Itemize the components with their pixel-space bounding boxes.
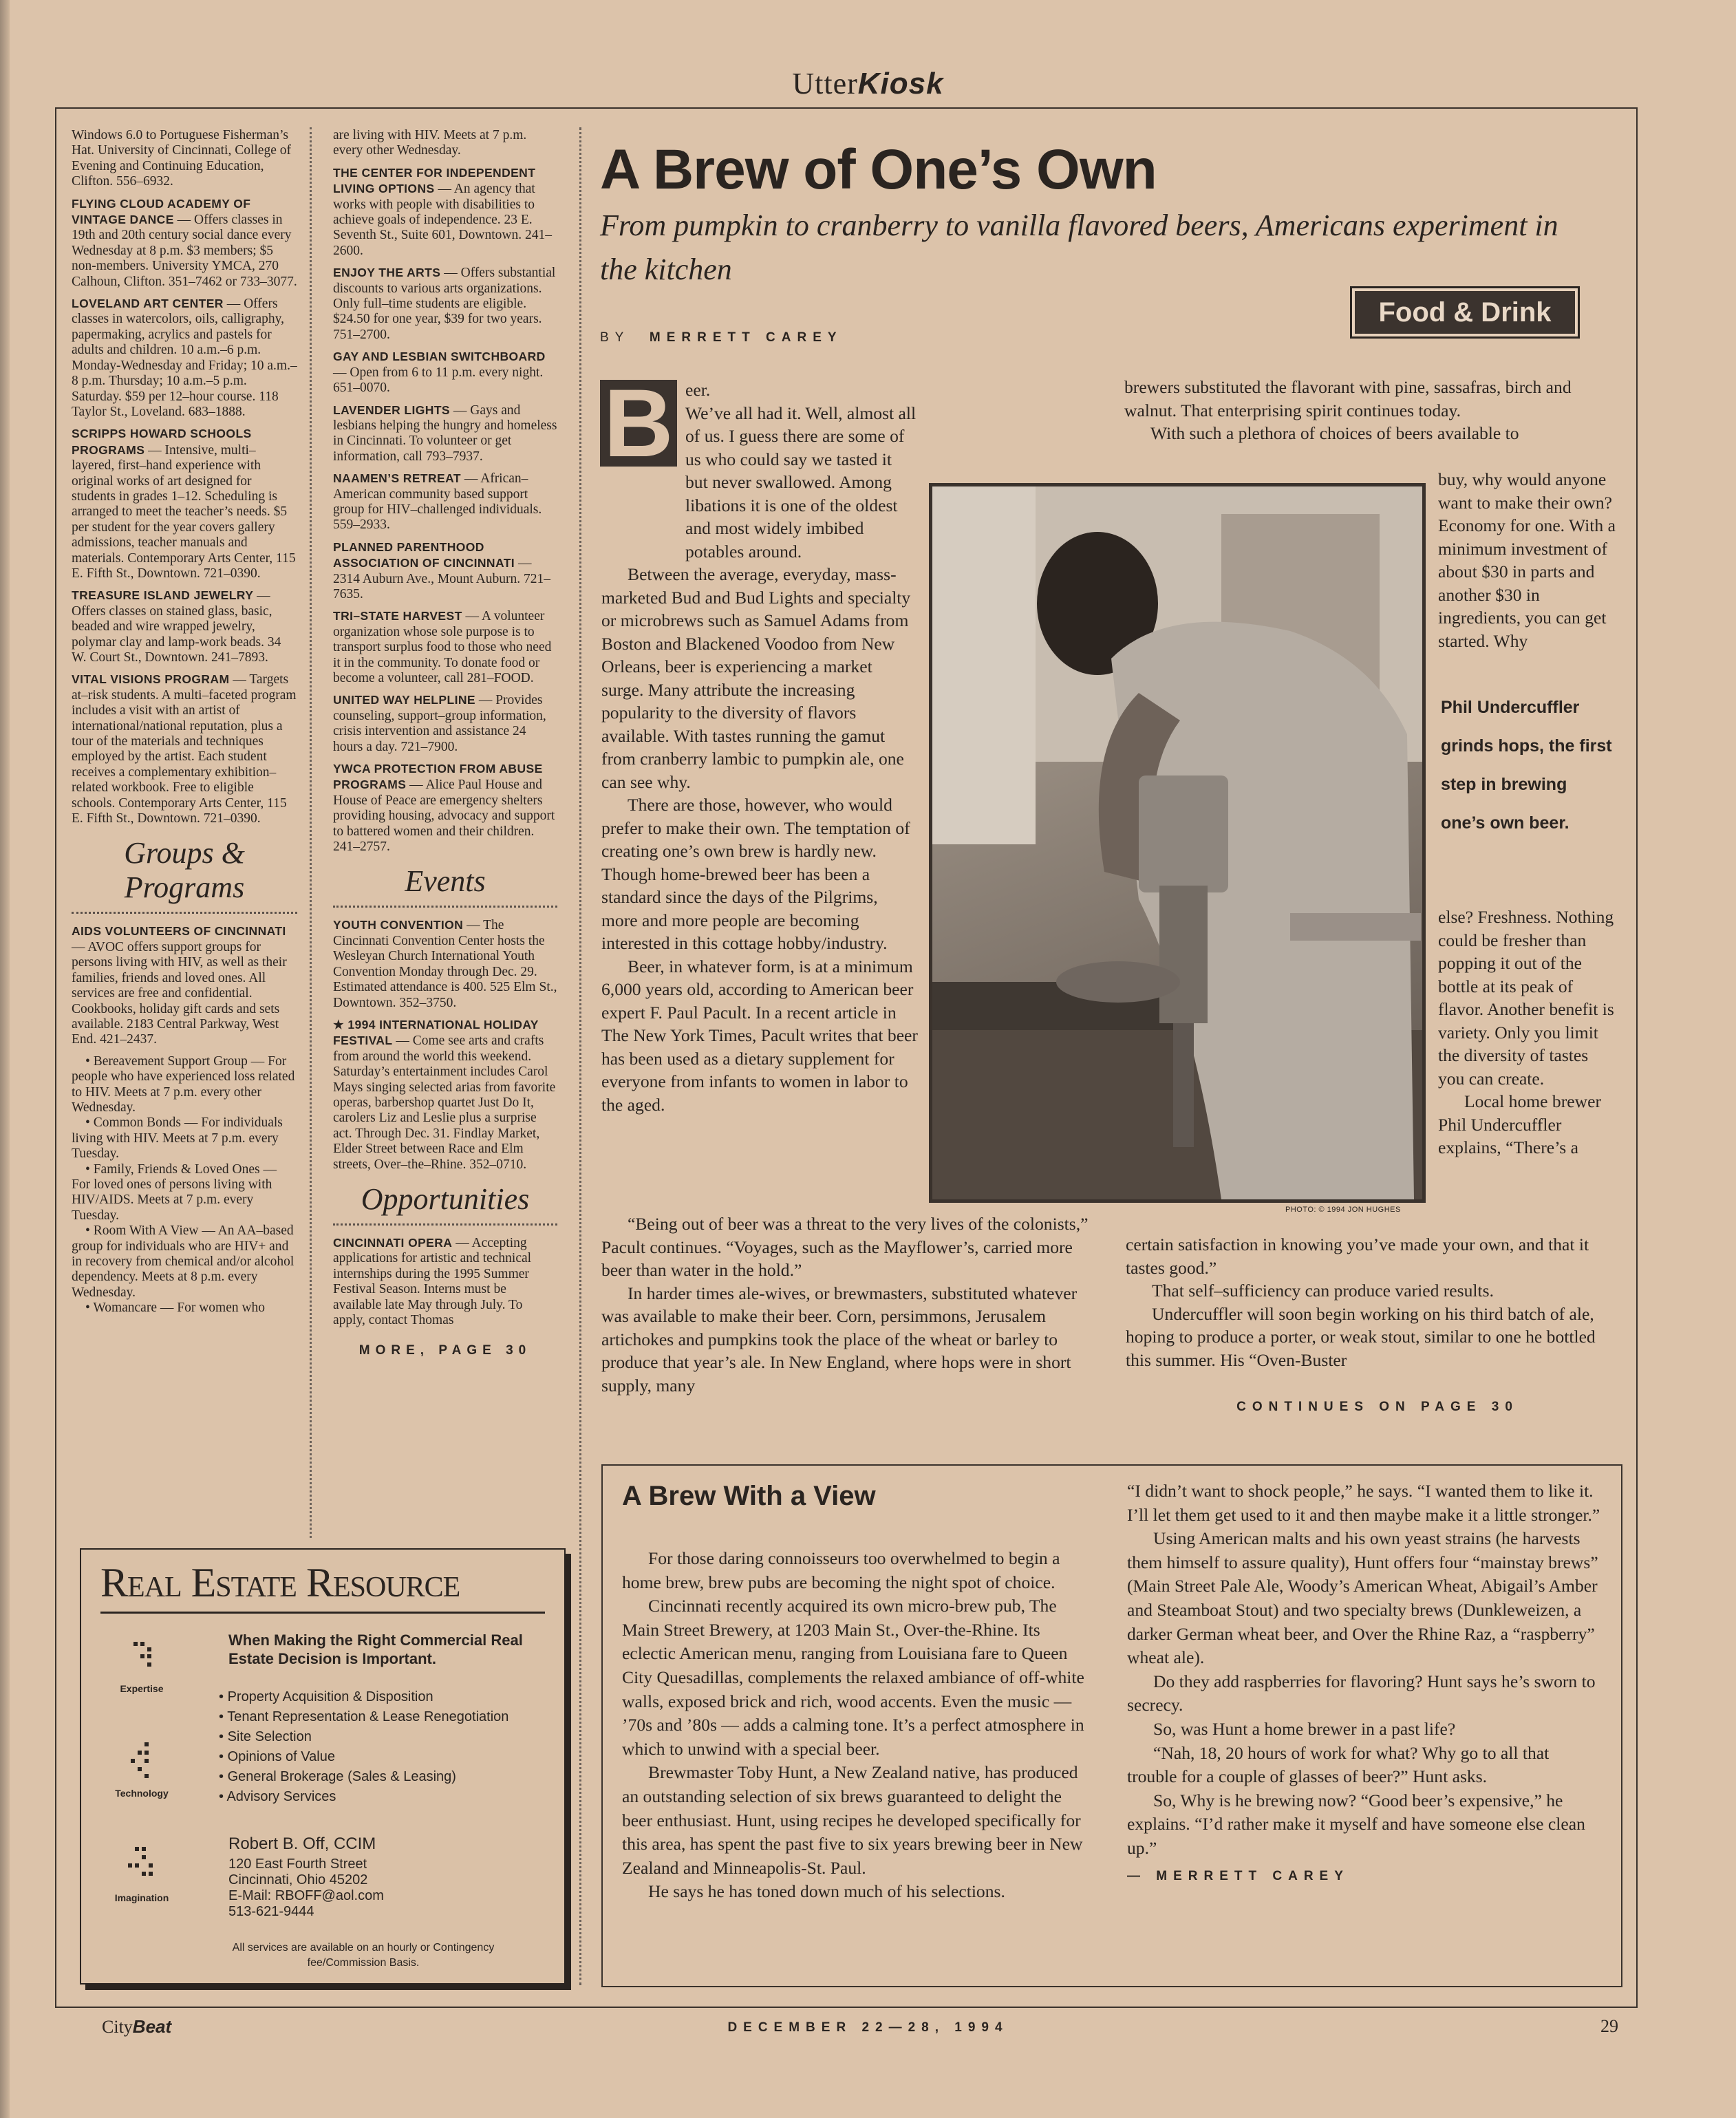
photo-credit: PHOTO: © 1994 JON HUGHES (1285, 1206, 1401, 1214)
ad-footnote: All services are available on an hourly or Contingency fee/Commission Basis. (232, 1942, 495, 1969)
brewer-photo-illustration (932, 486, 1422, 1199)
article-paragraph: Do they add raspberries for flavoring? Hunt says he’s sworn to secrecy. (1127, 1671, 1596, 1715)
listing-details: — Alice Paul House and House of Peace are emergency shelters providing housing, advocacy and support to battered women and their children. 241–2757. (333, 778, 555, 855)
listing-details: — Accepting applications for artistic and technical internships during the 1995 Summer Festival Season. Interns must be available late May through July. To apply, contact Thomas (333, 1235, 532, 1327)
sidebar-box (601, 1464, 1622, 1987)
expertise-icon (128, 1638, 156, 1679)
listings-column-1 (72, 128, 297, 1316)
ad-service-item: • Advisory Services (219, 1787, 535, 1807)
column-divider (579, 127, 581, 1985)
byline-name: MERRETT CAREY (649, 330, 843, 345)
technology-icon (128, 1742, 156, 1784)
sidebar-title: A Brew With a View (622, 1481, 876, 1511)
listing-bullet: • Bereavement Support Group — For people who have experienced loss related to HIV. Meets at 7 p.m. every other Wednesday. (72, 1053, 295, 1115)
listing-details: — A volunteer organization whose sole purpose is to transport surplus food to those who need it in the community. To donate food or become a volunteer, call 281–FOOD. (333, 609, 552, 685)
ad-icon-column (100, 1625, 183, 1903)
sidebar-signoff: — MERRETT CAREY (1127, 1868, 1349, 1883)
listing-details: — Offers classes in 19th and 20th century social dance every Wednesday at 8 p.m. $3 members; $5 non-members. University YMCA, 270 Calhoun, Clifton. 351–7462 or 733–3077. (72, 213, 297, 289)
article-paragraph: Cincinnati recently acquired its own micro-brew pub, The Main Street Brewery, at 1203 Main St., Over-the-Rhine. Its eclectic American menu, ranging from Louisiana fare to Queen City Quesadillas, complements the relaxed ambiance of off-white walls, exposed brick and rich, wood accents. Even the music — ’70s and ’80s — adds a calming tone. It’s a perfect atmosphere in which to unwind with a special beer. (622, 1596, 1084, 1759)
article-paragraph: We’ve all had it. Well, almost all of us. I guess there are some of us who could say we tasted it but never swallowed. Among libations it is one of the oldest and most widely imbibed potables around. (685, 403, 917, 561)
article-paragraph: Local home brewer Phil Undercuffler explains, “There’s a (1438, 1091, 1601, 1157)
article-paragraph: Between the average, everyday, mass-marketed Bud and Bud Lights and specialty or microbrews such as Samuel Adams from Boston and Blackened Voodoo from New Orleans, beer is experiencing a market surge. Many attribute the increasing popularity to the diversity of flavors available. With tastes running the gamut from cranberry lambic to pumpkin ale, one can see why. (601, 564, 911, 792)
listing-entry (333, 471, 557, 533)
section-badge-label: Food & Drink (1355, 291, 1575, 334)
listing-entry (333, 539, 557, 603)
ad-icon-label: Imagination (114, 1892, 169, 1903)
listing-details: — Offers classes on stained glass, basic, beaded and wire wrapped jewelry, polymar clay and lamp-work beads. 34 W. Court St., Downtown. 241–7893. (72, 588, 281, 665)
listings-column-2 (333, 128, 557, 1359)
listing-entry (72, 588, 297, 665)
listing-details: — Offers classes in watercolors, oils, calligraphy, papermaking, acrylics and pastels for adults and children. 10 a.m.–6 p.m. Monday-Wednesday and Friday; 10 a.m.–8 p.m. Thursday; 10 a.m.–5 p.m. Saturday. $59 per 12–hour course. 118 Taylor St., Loveland. 683–1888. (72, 297, 297, 419)
ad-email: E-Mail: RBOFF@aol.com (228, 1888, 384, 1903)
listing-entry (72, 196, 297, 290)
listing-entry (72, 672, 297, 826)
section-heading-groups: Groups & Programs (124, 836, 245, 905)
article-column-a (601, 369, 918, 1116)
article-column-a-bottom (601, 1212, 1097, 1397)
footer-date: DECEMBER 22—28, 1994 (727, 2020, 1009, 2035)
article-paragraph: Brewmaster Toby Hunt, a New Zealand native, has produced an outstanding selection of six brews guaranteed to delight the beer enthusiast. Hunt, using recipes he developed specifically for this area, has spent the past five to six years brewing beer in New Zealand and Minneapolis-St. Paul. (622, 1762, 1083, 1878)
listing-details: — The Cincinnati Convention Center hosts the Wesleyan Church International Youth Convention Monday through Dec. 29. Estimated attendance is 400. 525 Elm St., Downtown. 352–3750. (333, 918, 557, 1010)
article-column-b-bottom (1126, 1233, 1621, 1371)
article-paragraph: eer. (685, 380, 711, 400)
dotted-rule (333, 1223, 557, 1226)
listing-entry (72, 426, 297, 581)
listing-entry (333, 692, 557, 755)
listing-details: — Come see arts and crafts from around the world this weekend. Saturday’s entertainment includes Carol Mays singing selected arias from favorite operas, barbershop quartet Just Do It, carolers Liz and Leslie plus a surprise act. Through Dec. 31. Findlay Market, Elder Street between Race and Elm streets, Over–the–Rhine. 352–0710. (333, 1034, 556, 1172)
listing-bullet: • Room With A View — An AA–based group for individuals who are HIV+ and in recovery from chemical and/or alcohol dependency. Meets at 8 p.m. every Wednesday. (72, 1223, 294, 1300)
listing-name: TRI–STATE HARVEST (333, 609, 462, 623)
ad-address-line: Cincinnati, Ohio 45202 (228, 1872, 368, 1887)
listing-entry (333, 608, 557, 686)
listing-name: SCRIPPS HOWARD SCHOOLS PROGRAMS (72, 427, 252, 457)
real-estate-ad (80, 1548, 566, 1985)
article-paragraph: So, Why is he brewing now? “Good beer’s expensive,” he explains. “I’d rather make it myself and have someone else clean up.” (1127, 1790, 1585, 1858)
listing-name: GAY AND LESBIAN SWITCHBOARD (333, 350, 546, 364)
footer-logo-city: City (102, 2017, 133, 2037)
listing-details: — 2314 Auburn Ave., Mount Auburn. 721–7635. (333, 556, 550, 601)
page-number: 29 (1600, 2016, 1618, 2036)
listing-name: YOUTH CONVENTION (333, 918, 464, 932)
listing-name: YWCA PROTECTION FROM ABUSE PROGRAMS (333, 762, 543, 792)
article-paragraph: There are those, however, who would prefer to make their own. The temptation of creating one’s own brew is hardly new. Though home-brewed beer has been a standard since the days of the Pilgrims, more and more people are becoming interested in this cottage hobby/industry. (601, 795, 910, 953)
article-photo (929, 483, 1426, 1203)
listing-entry (333, 349, 557, 396)
listing-entry (333, 265, 557, 343)
listing-name: ★ 1994 INTERNATIONAL HOLIDAY FESTIVAL (333, 1017, 539, 1048)
listing-name: TREASURE ISLAND JEWELRY (72, 588, 254, 603)
dotted-rule (72, 912, 297, 914)
listing-name: LOVELAND ART CENTER (72, 297, 224, 311)
listing-details: — AVOC offers support groups for persons living with HIV, as well as their families, friends and loved ones. All services are free and confidential. Cookbooks, holiday gift cards and sets available. 2183 Central Parkway, West End. 421–2437. (72, 939, 287, 1047)
ad-services-list (219, 1687, 535, 1807)
article-paragraph: certain satisfaction in knowing you’ve made your own, and that it tastes good.” (1126, 1234, 1589, 1278)
article-title: A Brew of One’s Own (600, 138, 1157, 201)
sidebar-column-left (622, 1547, 1090, 1904)
listing-bullet: • Family, Friends & Loved Ones — For loved ones of persons living with HIV/AIDS. Meets at 7 p.m. every Tuesday. (72, 1162, 277, 1223)
section-badge (1350, 286, 1580, 339)
ad-icon-label: Technology (115, 1788, 169, 1799)
byline-prefix: BY (600, 330, 630, 345)
article-paragraph: Beer, in whatever form, is at a minimum 6,000 years old, according to American beer expert F. Paul Pacult. In a recent article in The New York Times, Pacult writes that beer has been used as a dietary supplement for everyone from infants to women in labor to the aged. (601, 956, 918, 1115)
listing-name: PLANNED PARENTHOOD ASSOCIATION OF CINCINNATI (333, 539, 515, 570)
ad-rule (100, 1612, 545, 1614)
listing-name: VITAL VISIONS PROGRAM (72, 672, 230, 687)
ad-address (228, 1857, 384, 1920)
continues-note: CONTINUES ON PAGE 30 (1236, 1400, 1519, 1414)
listing-bullet: • Common Bonds — For individuals living with HIV. Meets at 7 p.m. every Tuesday. (72, 1115, 283, 1162)
listing-details: — Provides counseling, support–group information, crisis intervention and assistance 24 hours a day. 721–7900. (333, 693, 546, 754)
article-column-b (1124, 376, 1620, 445)
listing-continued: are living with HIV. Meets at 7 p.m. every other Wednesday. (333, 128, 527, 158)
article-paragraph: “Being out of beer was a threat to the very lives of the colonists,” Pacult continues. “Voyages, such as the Mayflower’s, carried more beer than water in the hold.” (601, 1214, 1089, 1280)
sidebar-column-right (1127, 1479, 1602, 1888)
listing-entry (333, 403, 557, 465)
article-paragraph: “Nah, 18, 20 hours of work for what? Why go to all that trouble for a couple of glasses of beer?” Hunt asks. (1127, 1742, 1550, 1787)
listing-entry (72, 296, 297, 420)
listing-entry (333, 1235, 557, 1328)
more-link: MORE, PAGE 30 (358, 1343, 532, 1358)
ad-contact-name: Robert B. Off, CCIM (228, 1834, 376, 1853)
column-divider (310, 127, 312, 1538)
listing-name: THE CENTER FOR INDEPENDENT LIVING OPTIONS (333, 165, 536, 196)
listing-details: — Gays and lesbians helping the hungry and homeless in Cincinnati. To volunteer or get information, call 793–7937. (333, 403, 557, 464)
listing-name: FLYING CLOUD ACADEMY OF VINTAGE DANCE (72, 196, 251, 227)
listing-details: — An agency that works with people with disabilities to achieve goals of independence. 23 E. Seventh St., Suite 601, Downtown. 241–2600. (333, 182, 552, 258)
listing-name: LAVENDER LIGHTS (333, 403, 450, 417)
ad-service-item: • Tenant Representation & Lease Renegotiation (219, 1707, 535, 1727)
ad-service-item: • Site Selection (219, 1727, 535, 1747)
ad-service-item: • Property Acquisition & Disposition (219, 1687, 535, 1707)
listing-details: — Intensive, multi–layered, first–hand experience with original works of art designed for students in grades 1–12. Scheduling is arranged to meet the teacher’s needs. $5 per student for the year covers gallery admissions, teacher manuals and materials. Contemporary Arts Center, 115 E. Fifth St., Downtown. 721–0390. (72, 442, 296, 581)
ad-icon-label: Expertise (120, 1683, 164, 1694)
article-paragraph: For those daring connoisseurs too overwhelmed to begin a home brew, brew pubs are becoming the night spot of choice. (622, 1548, 1060, 1592)
article-paragraph: With such a plethora of choices of beers available to (1150, 423, 1519, 443)
article-paragraph: else? Freshness. Nothing could be fresher than popping it out of the bottle at its peak of flavor. Another benefit is variety. Only you limit the diversity of tastes you can create. (1438, 907, 1614, 1089)
listing-entry (333, 165, 557, 259)
listing-name: UNITED WAY HELPLINE (333, 693, 475, 707)
article-column-b-wrap-2 (1438, 906, 1618, 1159)
ad-title: Real Estate Resource (100, 1560, 460, 1605)
article-column-b-wrap (1438, 468, 1618, 652)
article-paragraph: Undercuffler will soon begin working on his third batch of ale, hoping to produce a porter, or weak stout, similar to one he bottled this summer. His “Oven-Buster (1126, 1303, 1596, 1370)
listing-details: — African–American community based support group for HIV–challenged individuals. 559–2933. (333, 471, 542, 533)
listing-entry (333, 761, 557, 855)
listing-name: ENJOY THE ARTS (333, 266, 441, 280)
listing-bullet: • Womancare — For women who (85, 1301, 266, 1316)
article-paragraph: brewers substituted the flavorant with pine, sassafras, birch and walnut. That enterprising spirit continues today. (1124, 377, 1572, 420)
ad-headline: When Making the Right Commercial Real Estate Decision is Important. (228, 1632, 523, 1667)
ad-service-item: • Opinions of Value (219, 1747, 535, 1767)
listing-name: AIDS VOLUNTEERS OF CINCINNATI (72, 924, 286, 939)
article-paragraph: “I didn’t want to shock people,” he says. “I wanted them to like it. I’ll let them get used to it and then maybe make it a little stronger.” (1127, 1481, 1600, 1525)
byline (600, 330, 843, 345)
article-paragraph: That self–sufficiency can produce varied results. (1152, 1281, 1494, 1301)
article-paragraph: Using American malts and his own yeast strains (he harvests them himself to assure quality), Hunt offers four “mainstay brews” (Main Street Pale Ale, Woody’s American Wheat, Abigail’s Amber and Steamboat Stout) and two specialty brews (Dunkleweizen, a darker German wheat beer, and Over the Rhine Raz, a “raspberry” wheat ale). (1127, 1528, 1598, 1668)
listing-details: — Open from 6 to 11 p.m. every night. 651–0070. (333, 365, 544, 396)
scan-edge (0, 0, 10, 2118)
drop-cap-letter: B (603, 369, 674, 477)
ad-service-item: • General Brokerage (Sales & Leasing) (219, 1767, 535, 1787)
article-subtitle: From pumpkin to cranberry to vanilla flavored beers, Americans experiment in the kitchen (600, 208, 1558, 286)
listing-name: CINCINNATI OPERA (333, 1235, 453, 1250)
masthead-kiosk: Kiosk (857, 67, 944, 100)
article-paragraph: In harder times ale-wives, or brewmasters, substituted whatever was available to make their beer. Corn, persimmons, Jerusalem artichokes and pumpkins took the place of the wheat or barley to produce that year’s ale. In New England, where hops were in short supply, many (601, 1283, 1078, 1395)
listing-entry (333, 917, 557, 1010)
article-paragraph: So, was Hunt a home brewer in a past life? (1153, 1718, 1456, 1739)
footer-logo-beat: Beat (132, 2016, 172, 2037)
listing-details: — Offers substantial discounts to various arts organizations. Only full–time students are eligible. $24.50 for one year, $39 for two years. 751–2700. (333, 266, 556, 342)
listing-details: — Targets at–risk students. A multi–faceted program includes a visit with an artist of international/national reputation, plus a tour of the materials and techniques employed by the artist. Each student receives a complementary exhibition–related workbook. Free to eligible schools. Contemporary Arts Center, 115 E. Fifth St., Downtown. 721–0390. (72, 672, 297, 826)
section-heading-opportunities: Opportunities (361, 1181, 530, 1216)
ad-phone: 513-621-9444 (228, 1904, 314, 1919)
listing-entry (333, 1017, 557, 1173)
article-paragraph: He says he has toned down much of his selections. (648, 1881, 1005, 1902)
masthead (0, 66, 1736, 101)
ad-address-line: 120 East Fourth Street (228, 1857, 367, 1872)
dotted-rule (333, 906, 557, 908)
listing-details: Windows 6.0 to Portuguese Fisherman’s Hat. University of Cincinnati, College of Evening and Continuing Education, Clifton. 556–6932. (72, 128, 291, 189)
section-heading-events: Events (405, 864, 486, 899)
listing-entry (72, 923, 297, 1047)
imagination-icon (128, 1847, 156, 1888)
article-paragraph: buy, why would anyone want to make their own? Economy for one. With a minimum investment of about $30 in parts and another $30 in ingredients, you can get started. Why (1438, 469, 1616, 651)
photo-caption: Phil Undercuffler grinds hops, the first step in brewing one’s own beer. (1441, 698, 1612, 833)
masthead-utter: Utter (792, 67, 858, 100)
listing-name: NAAMEN’S RETREAT (333, 471, 461, 486)
listing-entry (72, 128, 297, 190)
